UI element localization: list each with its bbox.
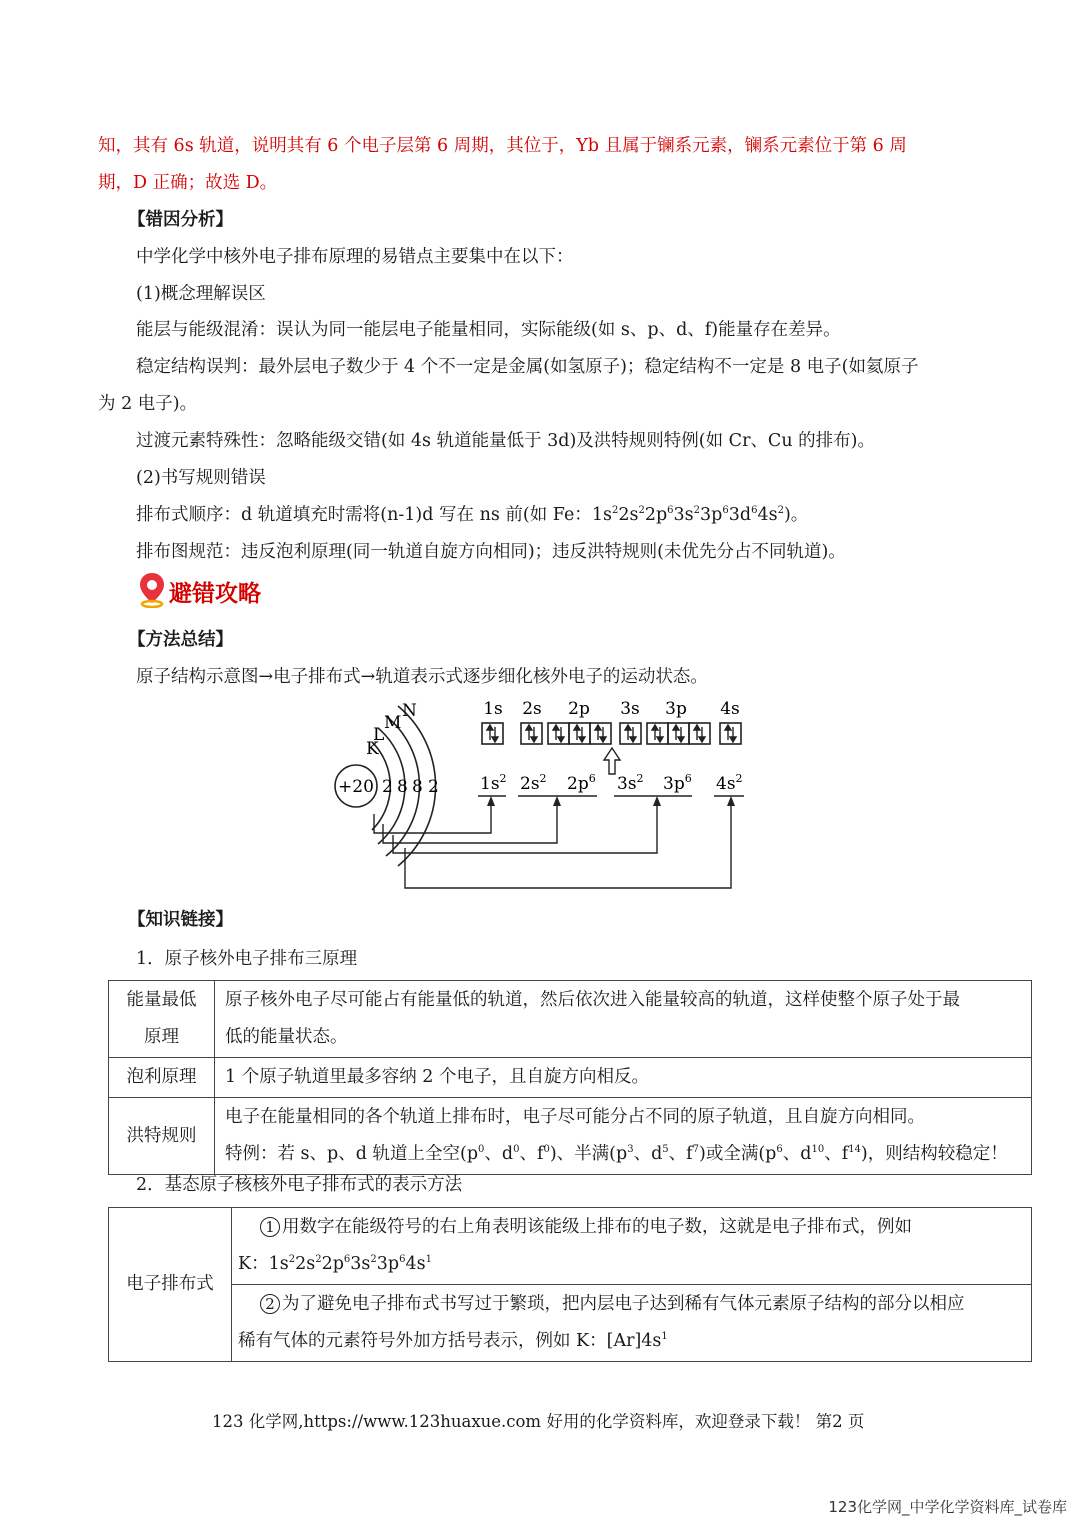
shell-letter: L — [373, 725, 385, 745]
fe-config-line — [136, 501, 808, 526]
intro-line-1: 知，其有 6s 轨道，说明其有 6 个电子层第 6 周期，其位于，Yb 且属于镧系元素，镧系元素位于第 6 周 — [98, 136, 907, 156]
nucleus-charge: +20 — [338, 777, 374, 797]
principle-text: 1 个原子轨道里最多容纳 2 个电子，且自旋方向相反。 — [215, 1058, 1032, 1098]
error-analysis-line: 能层与能级混淆：误认为同一能层电子能量相同，实际能级(如 s、p、d、f)能量存在差异。 — [136, 320, 841, 340]
table-row — [109, 1058, 1032, 1098]
section-title: 避错攻略 — [169, 580, 261, 607]
error-analysis-line: 中学化学中核外电子排布原理的易错点主要集中在以下： — [136, 247, 574, 267]
subshell-label: 4s — [720, 699, 740, 719]
connector-lines — [374, 802, 731, 888]
location-pin-icon — [138, 572, 166, 613]
item2-title: 2．基态原子核核外电子排布式的表示方法 — [136, 1175, 463, 1195]
notation-rule-2: 2 为了避免电子排布式书写过于繁琐，把内层电子达到稀有气体元素原子结构的部分以相应 稀有气体的元素符号外加方括号表示，例如 K：$[Ar]4s^1$ — [232, 1285, 1032, 1362]
intro-line-2: 期，D 正确；故选 D。 — [98, 173, 278, 193]
error-analysis-line: 过渡元素特殊性：忽略能级交错(如 4s 轨道能量低于 3d)及洪特规则特例(如 Cr、Cu 的排布)。 — [136, 431, 875, 451]
hund-special-case: 特例：若 s、p、d 轨道上全空($p^0$、$d^0$、$f^0$)、半满($p^3$、$d^5$、$f^7$)或全满($p^6$、$d^{10}$、$f^{14}$)，则结构较稳定！ — [225, 1144, 1008, 1164]
shell-count: 8 — [412, 777, 423, 797]
principle-label: 洪特规则 — [109, 1098, 215, 1175]
table-row — [109, 1098, 1032, 1175]
subshell-label: 3p — [665, 699, 687, 719]
config-label: $4s^2$ — [716, 772, 743, 794]
config-label: $2s^2$ — [520, 772, 547, 794]
shell-letter: N — [402, 701, 417, 721]
principle-text: 电子在能量相同的各个轨道上排布时，电子尽可能分占不同的原子轨道，且自旋方向相同。 特例：若 s、p、d 轨道上全空($p^0$、$d^0$、$f^0$)、半满($p^3$、$d^5$、$f^7$)或全满($p^6$、$d^{10}$、$f^{14}$)，则结构较稳定！ — [215, 1098, 1032, 1175]
shell-letter: M — [384, 713, 402, 733]
principle-label: 泡利原理 — [109, 1058, 215, 1098]
config-notation-table — [108, 1207, 1032, 1362]
fe-line-prefix: 排布式顺序：d 轨道填充时需将(n-1)d 写在 ns 前(如 Fe： — [136, 505, 592, 525]
circled-number: 2 — [260, 1294, 280, 1314]
knowledge-heading: 【知识链接】 — [128, 910, 233, 930]
principle-text: 原子核外电子尽可能占有能量低的轨道，然后依次进入能量较高的轨道，这样使整个原子处于最 低的能量状态。 — [215, 981, 1032, 1058]
config-label: $3s^2$ — [617, 772, 644, 794]
shell-count: 2 — [428, 777, 439, 797]
shell-count: 8 — [397, 777, 408, 797]
connector-arrowheads — [487, 796, 735, 806]
fe-formula: $1s^22s^22p^63s^23p^63d^64s^2$ — [591, 505, 784, 525]
error-analysis-line: 为 2 电子)。 — [98, 394, 198, 414]
shell-count: 2 — [382, 777, 393, 797]
error-analysis-line: (1)概念理解误区 — [136, 284, 266, 304]
config-label: $1s^2$ — [480, 772, 507, 794]
method-text: 原子结构示意图→电子排布式→轨道表示式逐步细化核外电子的运动状态。 — [136, 667, 708, 687]
table-row — [109, 1208, 1032, 1285]
page-footer: 123 化学网,https://www.123huaxue.com 好用的化学资料库，欢迎登录下载！ 第2 页 — [212, 1412, 865, 1431]
table-row — [109, 1285, 1032, 1362]
error-analysis-heading: 【错因分析】 — [128, 210, 233, 230]
notation-label: 电子排布式 — [109, 1208, 232, 1362]
method-heading: 【方法总结】 — [128, 630, 233, 650]
principle-label: 能量最低 原理 — [109, 981, 215, 1058]
circled-number: 1 — [260, 1217, 280, 1237]
shell-letter: K — [366, 739, 379, 759]
electron-configuration-diagram — [320, 690, 760, 895]
subshell-label: 1s — [483, 699, 503, 719]
error-analysis-line: 稳定结构误判：最外层电子数少于 4 个不一定是金属(如氢原子)；稳定结构不一定是 8 电子(如氦原子 — [136, 357, 919, 377]
watermark: 123化学网_中学化学资料库_试卷库 — [828, 1498, 1067, 1516]
principles-table — [108, 980, 1032, 1175]
error-analysis-line: (2)书写规则错误 — [136, 468, 266, 488]
fe-line-suffix: )。 — [783, 505, 809, 525]
subshell-label: 3s — [620, 699, 640, 719]
notation-rule-1: 1 用数字在能级符号的右上角表明该能级上排布的电子数，这就是电子排布式，例如 K：$1s^22s^22p^63s^23p^64s^1$ — [232, 1208, 1032, 1285]
item1-title: 1．原子核外电子排布三原理 — [136, 949, 358, 969]
config-label: $2p^6$ — [567, 772, 596, 794]
subshell-label: 2s — [522, 699, 542, 719]
subshell-label: 2p — [568, 699, 590, 719]
table-row — [109, 981, 1032, 1058]
error-analysis-line: 排布图规范：违反泡利原理(同一轨道自旋方向相同)；违反洪特规则(未优先分占不同轨道)。 — [136, 542, 846, 562]
config-label: $3p^6$ — [663, 772, 692, 794]
hollow-up-arrow — [604, 748, 620, 774]
